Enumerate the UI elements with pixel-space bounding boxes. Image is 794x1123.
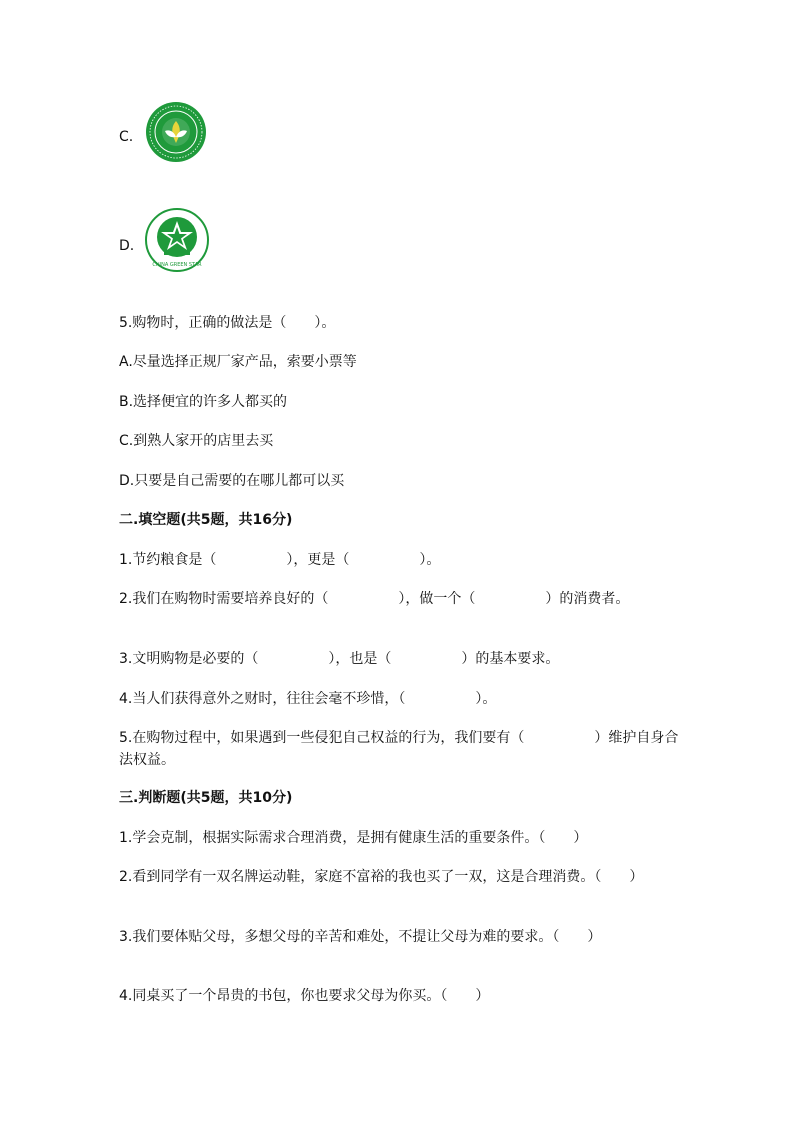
china-green-star-logo — [144, 207, 210, 273]
section2-item-5: 5.在购物过程中，如果遇到一些侵犯自己权益的行为，我们要有（ ）维护自身合法权益。 — [119, 730, 679, 768]
section2-item-2: 2.我们在购物时需要培养良好的（ ），做一个（ ）的消费者。 — [119, 591, 630, 607]
q5-option-d: D.只要是自己需要的在哪儿都可以买 — [119, 473, 345, 489]
section3-item-4: 4.同桌买了一个昂贵的书包，你也要求父母为你买。（ ） — [119, 988, 490, 1004]
q5-option-b: B.选择便宜的许多人都买的 — [119, 394, 288, 410]
section3-title: 三.判断题(共5题，共10分) — [119, 790, 293, 806]
section3-item-1: 1.学会克制，根据实际需求合理消费，是拥有健康生活的重要条件。（ ） — [119, 830, 588, 846]
q5-stem: 5.购物时，正确的做法是（ ）。 — [119, 315, 336, 331]
section2-item-3: 3.文明购物是必要的（ ），也是（ ）的基本要求。 — [119, 651, 560, 667]
logo-d-ring-text: CHINA GREEN STAR — [152, 262, 202, 268]
green-seal-logo-c — [145, 101, 207, 163]
section3-item-2: 2.看到同学有一双名牌运动鞋，家庭不富裕的我也买了一双，这是合理消费。（ ） — [119, 869, 644, 885]
section2-item-4: 4.当人们获得意外之财时，往往会毫不珍惜，（ ）。 — [119, 691, 497, 707]
section3-item-3: 3.我们要体贴父母，多想父母的辛苦和难处，不提让父母为难的要求。（ ） — [119, 929, 602, 945]
section2-title: 二.填空题(共5题，共16分) — [119, 512, 293, 528]
q5-option-a: A.尽量选择正规厂家产品，索要小票等 — [119, 354, 357, 370]
q5-option-c: C.到熟人家开的店里去买 — [119, 433, 274, 449]
section2-item-1: 1.节约粮食是（ ），更是（ ）。 — [119, 552, 441, 568]
option-d-label: D. — [119, 238, 135, 254]
option-c-label: C. — [119, 129, 134, 145]
